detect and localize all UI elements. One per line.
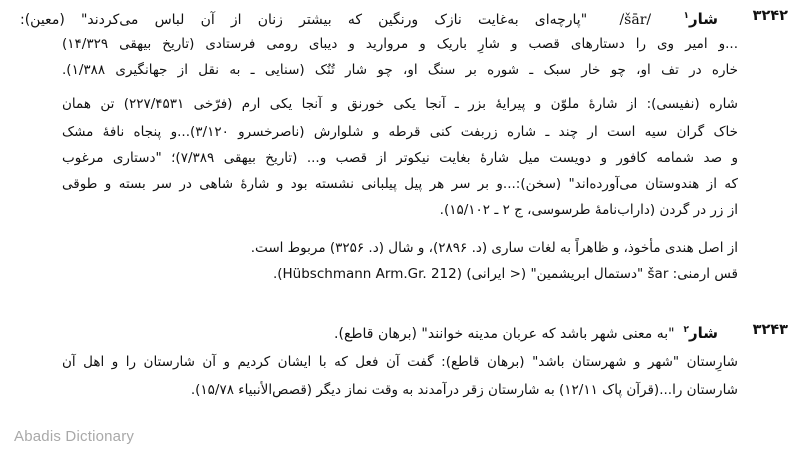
- watermark-label: Abadis Dictionary: [14, 428, 135, 445]
- entry-number: ۳۲۴۳: [752, 322, 788, 338]
- text-line: شارِستان "شهر و شهرستان باشد" (برهان قاطع): گفت آن فعل که با ایشان کردیم و آن شارستان را و اهل آن: [62, 354, 738, 370]
- text-line: شارستان را...(قرآن پاک ۱۲/۱۱) به شارستان زقر درآمدند به وقت نماز دیگر (قصص‌الأنبیاء ۱۵/۷۸).: [190, 382, 738, 398]
- headword: شار$^۱$: [683, 10, 718, 28]
- entry-number: ۳۲۴۲: [752, 8, 788, 24]
- etymology-line: قس ارمنی: šar "دستمال ابریشمین" (< ایرانی) (Hübschmann Arm.Gr. 212).: [272, 266, 738, 282]
- text-line: شاره (نفیسی): از شارهٔ ملوّن و پیرایهٔ بزر ـ آنجا یکی خورنق و آنجا یکی ارم (فرّخی ۲۲۷/۴۵۳۱) تن همان: [62, 96, 738, 112]
- headword: شار$^۲$: [683, 324, 718, 342]
- etymology-line: از اصل هندی مأخوذ، و ظاهراً به لغات ساری (د. ۲۸۹۶)، و شال (د. ۳۲۵۶) مربوط است.: [250, 240, 738, 256]
- text-line: که از هندوستان می‌آورده‌اند" (سخن):...و بر سر هر پیل پیلبانی نشسته بود و شارهٔ شاهی در سر بسته و طوقی: [62, 176, 738, 192]
- entry-definition-line: [20, 4, 718, 32]
- text-line: خاره در تف او، چو خار سبک ـ شوره بر سنگ او، چو شار تُنُک (سنایی ـ به نقل از جهانگیری ۱/۳۸۸).: [62, 62, 738, 78]
- text-line: و صد شمامه کافور و دویست میل شارهٔ بغایت نیکوتر از قصب و... (تاریخ بیهقی ۷/۳۸۹)؛ "دستاری مرغوب: [62, 150, 738, 166]
- transliteration: /šār/: [619, 12, 652, 28]
- entry-definition-line: [20, 318, 718, 346]
- definition-text: "پارچه‌ای به‌غایت نازک ورنگین که بیشتر زنان از آن لباس می‌کردند" (معین):: [20, 12, 588, 28]
- entry-header-3243: [20, 318, 788, 342]
- entry-header-3242: [20, 4, 788, 28]
- definition-text: "به معنی شهر باشد که عربان مدینه خوانند" (برهان قاطع).: [334, 326, 675, 342]
- text-line: از زر در گردن (داراب‌نامهٔ طرسوسی، ج ۲ ـ ۱۵/۱۰۲).: [439, 202, 738, 218]
- text-line: ...و امیر وی را دستارهای قصب و شارِ باریک و مروارید و دیبای رومی فرستادی (تاریخ بیهقی ۱۴/۳۲۹): [62, 36, 738, 52]
- text-line: خاک گران سیه است ار چند ـ شاره زربفت کنی قرطه و شلوارش (ناصرخسرو ۳/۱۲۰)...و پنجاه نافهٔ مشک: [62, 124, 738, 140]
